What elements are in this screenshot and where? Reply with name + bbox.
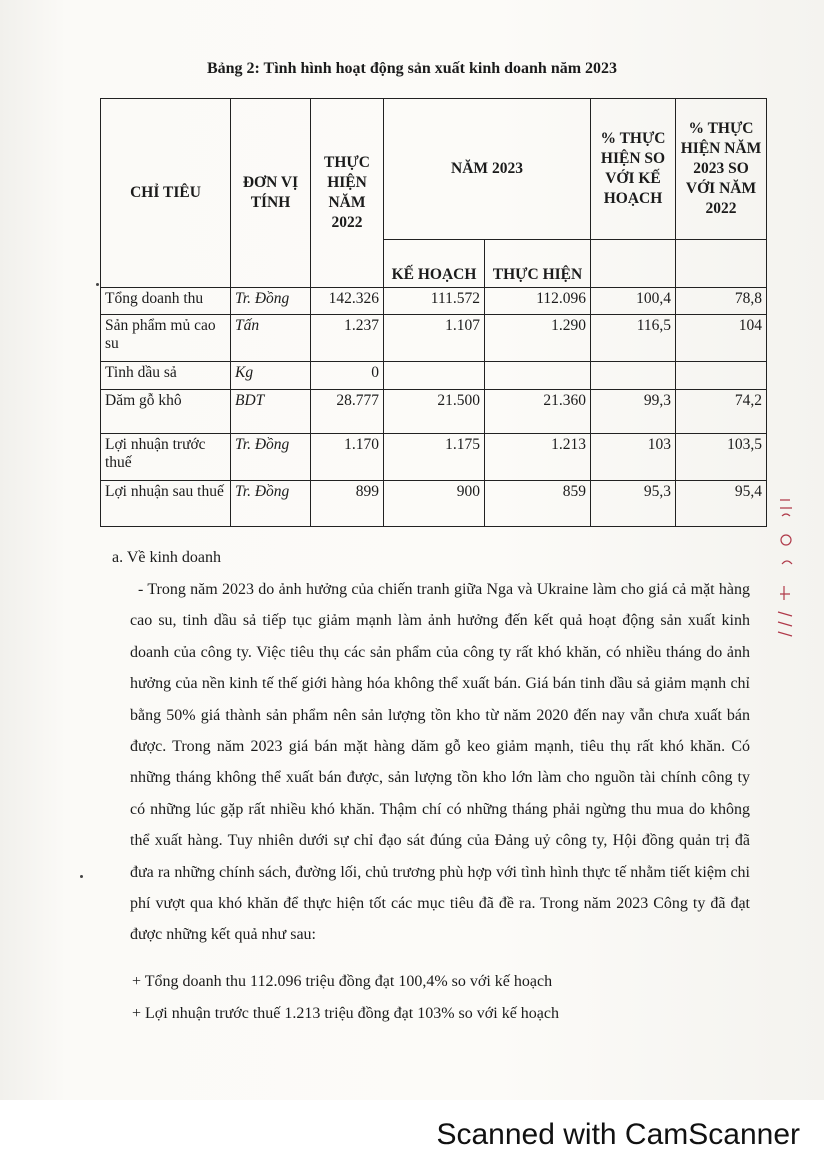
table-row bbox=[101, 362, 767, 390]
cell-thuc-hien bbox=[485, 362, 591, 390]
header-thuc-hien-2022: THỰC HIỆN NĂM 2022 bbox=[311, 99, 384, 288]
cell-chi-tieu: Lợi nhuận sau thuế bbox=[101, 481, 231, 527]
paragraph-text: - Trong năm 2023 do ảnh hưởng của chiến tranh giữa Nga và Ukraine làm cho giá cả mặt hàng cao su, tinh dầu sả tiếp tục giảm mạnh làm ảnh hưởng đến kết quả hoạt động sản xuất kinh doanh của công ty. Việc tiêu thụ các sản phẩm của công ty rất khó khăn, có nhiều tháng do ảnh hưởng của nền kinh tế thế giới hàng hóa không thể xuất bán. Giá bán tinh dầu sả giảm mạnh chỉ bằng 50% giá thành sản phẩm nên sản lượng tồn kho từ năm 2020 đến nay vẫn chưa xuất bán được. Trong năm 2023 giá bán mặt hàng dăm gỗ keo giảm mạnh, tiêu thụ rất khó khăn. Có những tháng không thể xuất bán được, sản lượng tồn kho lớn làm cho nguồn tài chính công ty có những lúc gặp rất nhiều khó khăn. Thậm chí có những tháng phải ngừng thu mua do không thể xuất hàng. Tuy nhiên dưới sự chỉ đạo sát đúng của Đảng uỷ công ty, Hội đồng quản trị đã đưa ra những chính sách, đường lối, chủ trương phù hợp với tình hình thực tế nhằm tiết kiệm chi phí vượt qua khó khăn để thực hiện tốt các mục tiêu đã đề ra. Trong năm 2023 Công ty đã đạt được những kết quả như sau: bbox=[130, 581, 750, 944]
cell-unit: Tr. Đồng bbox=[231, 434, 311, 481]
cell-chi-tieu: Tổng doanh thu bbox=[101, 288, 231, 315]
table-row bbox=[101, 390, 767, 434]
cell-unit: BDT bbox=[231, 390, 311, 434]
cell-pct-2022: 95,4 bbox=[676, 481, 767, 527]
cell-ke-hoach: 1.107 bbox=[384, 315, 485, 362]
cell-pct-ke-hoach: 95,3 bbox=[591, 481, 676, 527]
cell-thuc-hien: 1.213 bbox=[485, 434, 591, 481]
cell-ke-hoach: 111.572 bbox=[384, 288, 485, 315]
cell-thuc-hien: 112.096 bbox=[485, 288, 591, 315]
header-thuc-hien: THỰC HIỆN bbox=[485, 240, 591, 288]
production-table bbox=[100, 98, 767, 527]
cell-pct-ke-hoach: 99,3 bbox=[591, 390, 676, 434]
cell-pct-ke-hoach: 103 bbox=[591, 434, 676, 481]
cell-pct-2022: 74,2 bbox=[676, 390, 767, 434]
cell-ke-hoach bbox=[384, 362, 485, 390]
business-paragraph bbox=[130, 574, 750, 951]
cell-chi-tieu: Sản phẩm mủ cao su bbox=[101, 315, 231, 362]
cell-pct-ke-hoach: 100,4 bbox=[591, 288, 676, 315]
cell-chi-tieu: Tinh dầu sả bbox=[101, 362, 231, 390]
header-pct-2022: % THỰC HIỆN NĂM 2023 SO VỚI NĂM 2022 bbox=[676, 99, 767, 240]
table-row bbox=[101, 288, 767, 315]
table-row bbox=[101, 434, 767, 481]
cell-pct-2022 bbox=[676, 362, 767, 390]
cell-thuc-hien: 859 bbox=[485, 481, 591, 527]
cell-pct-ke-hoach: 116,5 bbox=[591, 315, 676, 362]
cell-chi-tieu: Dăm gỗ khô bbox=[101, 390, 231, 434]
cell-ke-hoach: 21.500 bbox=[384, 390, 485, 434]
cell-unit: Kg bbox=[231, 362, 311, 390]
header-pct-ke-hoach: % THỰC HIỆN SO VỚI KẾ HOẠCH bbox=[591, 99, 676, 240]
empty-cell bbox=[591, 240, 676, 288]
empty-cell bbox=[676, 240, 767, 288]
camscanner-watermark: Scanned with CamScanner bbox=[436, 1118, 800, 1151]
speck bbox=[96, 283, 99, 286]
cell-chi-tieu: Lợi nhuận trước thuế bbox=[101, 434, 231, 481]
cell-pct-ke-hoach bbox=[591, 362, 676, 390]
cell-ke-hoach: 900 bbox=[384, 481, 485, 527]
cell-unit: Tr. Đồng bbox=[231, 288, 311, 315]
header-nam-2023: NĂM 2023 bbox=[384, 99, 591, 240]
cell-pct-2022: 78,8 bbox=[676, 288, 767, 315]
cell-unit: Tấn bbox=[231, 315, 311, 362]
result-profit: + Lợi nhuận trước thuế 1.213 triệu đồng đạt 103% so với kế hoạch bbox=[132, 1005, 559, 1022]
cell-ke-hoach: 1.175 bbox=[384, 434, 485, 481]
section-heading: a. Về kinh doanh bbox=[112, 549, 222, 566]
cell-thuc-hien-2022: 1.237 bbox=[311, 315, 384, 362]
speck bbox=[80, 875, 83, 878]
cell-thuc-hien: 1.290 bbox=[485, 315, 591, 362]
cell-thuc-hien-2022: 0 bbox=[311, 362, 384, 390]
cell-thuc-hien-2022: 28.777 bbox=[311, 390, 384, 434]
table-caption: Bảng 2: Tình hình hoạt động sản xuất kinh doanh năm 2023 bbox=[206, 60, 618, 77]
header-chi-tieu: CHỈ TIÊU bbox=[101, 99, 231, 288]
red-stamp-mark bbox=[772, 494, 802, 644]
cell-thuc-hien: 21.360 bbox=[485, 390, 591, 434]
table-row bbox=[101, 315, 767, 362]
cell-pct-2022: 103,5 bbox=[676, 434, 767, 481]
header-don-vi: ĐƠN VỊ TÍNH bbox=[231, 99, 311, 288]
cell-pct-2022: 104 bbox=[676, 315, 767, 362]
header-ke-hoach: KẾ HOẠCH bbox=[384, 240, 485, 288]
cell-thuc-hien-2022: 142.326 bbox=[311, 288, 384, 315]
cell-unit: Tr. Đồng bbox=[231, 481, 311, 527]
cell-thuc-hien-2022: 899 bbox=[311, 481, 384, 527]
table-row bbox=[101, 481, 767, 527]
result-revenue: + Tổng doanh thu 112.096 triệu đồng đạt 100,4% so với kế hoạch bbox=[132, 973, 553, 990]
cell-thuc-hien-2022: 1.170 bbox=[311, 434, 384, 481]
